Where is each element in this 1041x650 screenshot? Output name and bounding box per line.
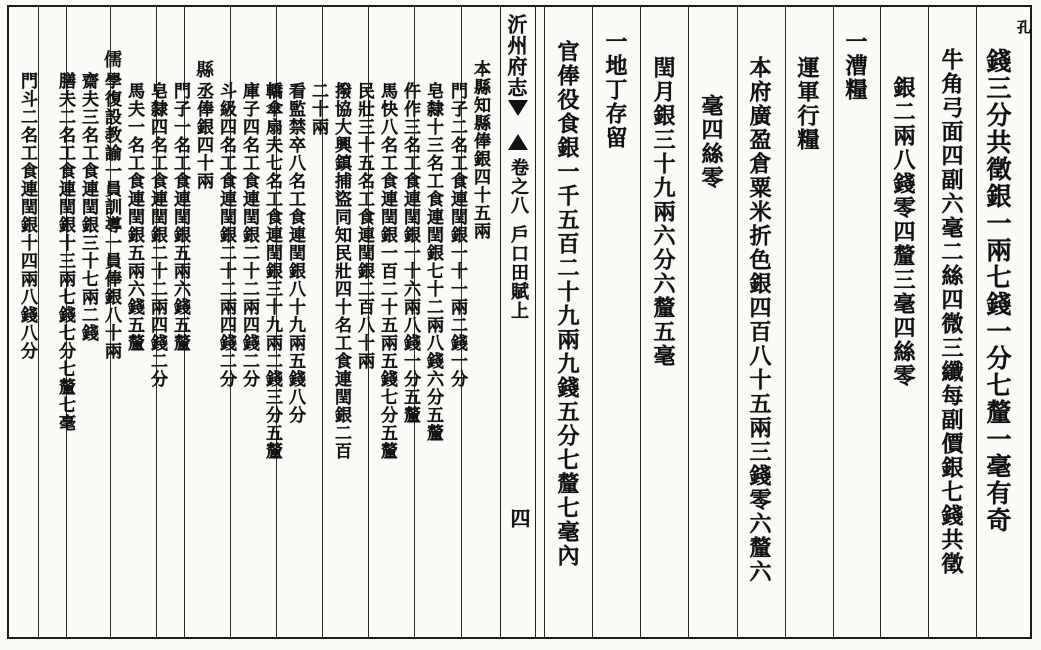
column-rule: [38, 5, 39, 639]
text-column: 齋夫三名工食連閏銀三十七兩二錢: [78, 72, 98, 342]
text-column: 本府廣盈倉粟米折色銀四百八十五兩三錢零六釐六: [746, 56, 772, 584]
text-column: 牛角弓面四副六毫二絲四微三纖每副價銀七錢共徵: [938, 48, 964, 576]
gazetteer-title: 沂州府志: [504, 14, 528, 98]
text-column: 膳夫二名工食連閏銀十三兩七錢七分七釐七毫: [55, 72, 75, 432]
column-rule: [880, 5, 881, 639]
text-column: 斗級四名工食連閏銀二十二兩四錢二分: [216, 82, 236, 388]
leaf-number: 四: [507, 508, 531, 529]
text-column: 銀二兩八錢零四釐三毫四絲零: [890, 76, 916, 388]
volume-label: 卷之八: [508, 158, 529, 215]
text-column: 馬快八名工食連閏銀一百二十五兩五錢七分五釐: [377, 82, 397, 460]
text-column: 民壯三十五名工食連閏銀二百八十兩: [354, 82, 374, 370]
section-heading-county: 縣: [193, 60, 214, 80]
text-column: 運軍行糧: [794, 56, 820, 152]
text-column: 馬夫一名工食連閏銀五兩六錢五釐: [124, 82, 144, 352]
text-column: 二十兩: [308, 82, 328, 136]
text-column: 皂隸四名工食連閏銀二十二兩四錢二分: [147, 82, 167, 388]
column-rule: [544, 5, 545, 639]
text-column: 門斗二名工食連閏銀十四兩八錢八分: [17, 72, 37, 360]
section-heading-school: 儒: [101, 50, 122, 70]
column-rule: [976, 5, 977, 639]
column-rule: [737, 5, 738, 639]
text-column: 門子一名工食連閏銀五兩六錢五釐: [170, 82, 190, 352]
text-column: 庫子四名工食連閏銀二十二兩四錢二分: [239, 82, 259, 388]
text-column: 轎傘扇夫七名工食連閏銀三十九兩二錢三分五釐: [262, 82, 282, 460]
text-column: 看監禁卒八名工食連閏銀八十九兩五錢八分: [285, 82, 305, 424]
text-column: 仵作三名工食連閏銀一十六兩八錢一分五釐: [400, 82, 420, 424]
text-column: 撥協大興鎮捕盜同知民壯四十名工食連閏銀二百: [331, 82, 351, 460]
text-column: 一地丁存留: [602, 30, 628, 150]
column-rule: [688, 5, 689, 639]
column-rule: [833, 5, 834, 639]
text-column: 閏月銀三十九兩六分六釐五毫: [650, 56, 676, 368]
column-rule: [640, 5, 641, 639]
text-column: 本縣知縣俸銀四十五兩: [470, 60, 490, 240]
text-column: 錢三分共徵銀一兩七錢一分七釐一毫有奇: [983, 48, 1012, 534]
section-label: 戶口田賦上: [508, 225, 529, 320]
text-column: 毫四絲零: [698, 94, 724, 190]
text-column: 學復設教諭一員訓導一員俸銀八十兩: [101, 72, 121, 360]
column-rule: [592, 5, 593, 639]
column-rule: [785, 5, 786, 639]
text-column: 門子二名工食連閏銀一十一兩二錢一分: [447, 82, 467, 388]
text-column: 丞俸銀四十兩: [193, 82, 213, 190]
column-rule: [928, 5, 929, 639]
text-column: 皂隸十三名工食連閏銀七十二兩八錢六分五釐: [423, 82, 443, 442]
text-column: 官俸役食銀一千五百二十九兩九錢五分七釐七毫內: [554, 40, 580, 568]
text-column: 一漕糧: [842, 30, 868, 102]
margin-tab: 孔: [1015, 20, 1031, 35]
